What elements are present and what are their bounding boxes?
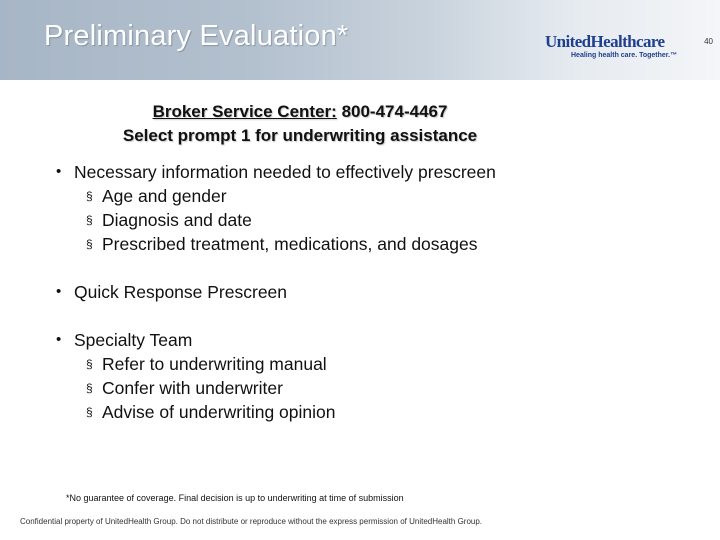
- sub-bullet-item: [56, 376, 696, 400]
- logo-tagline: Healing health care. Together.™: [571, 52, 678, 59]
- sub-bullet-item: [56, 400, 696, 424]
- sub-bullet-item: [56, 232, 696, 256]
- sub-bullet-icon: §: [86, 405, 93, 419]
- sub-bullet-item: [56, 352, 696, 376]
- bullet-text: Specialty Team: [74, 330, 193, 350]
- sub-bullet-text: Advise of underwriting opinion: [102, 402, 336, 422]
- bullet-item: [56, 280, 696, 304]
- sub-bullet-icon: §: [86, 237, 93, 251]
- bullet-icon: •: [56, 331, 62, 348]
- slide-title: Preliminary Evaluation*: [44, 20, 349, 52]
- sub-bullet-text: Diagnosis and date: [102, 210, 252, 230]
- sub-bullet-icon: §: [86, 357, 93, 371]
- sub-bullet-text: Refer to underwriting manual: [102, 354, 327, 374]
- broker-service-center: [0, 100, 600, 148]
- broker-colon: :: [331, 102, 337, 121]
- sub-bullet-item: [56, 184, 696, 208]
- coverage-footnote: *No guarantee of coverage. Final decision is up to underwriting at time of submission: [66, 493, 404, 503]
- sub-bullet-icon: §: [86, 381, 93, 395]
- sub-bullet-item: [56, 208, 696, 232]
- header-band: [0, 0, 720, 80]
- spacer: [56, 304, 696, 328]
- bullet-item: [56, 328, 696, 352]
- sub-bullet-icon: §: [86, 213, 93, 227]
- sub-bullet-text: Confer with underwriter: [102, 378, 283, 398]
- bullet-text: Necessary information needed to effectively prescreen: [74, 162, 496, 182]
- bullet-icon: •: [56, 163, 62, 180]
- broker-line: [0, 100, 600, 124]
- sub-bullet-text: Age and gender: [102, 186, 227, 206]
- bullet-list: [56, 160, 696, 424]
- broker-phone: 800-474-4467: [341, 102, 448, 121]
- confidentiality-notice: Confidential property of UnitedHealth Group. Do not distribute or reproduce without the express permission of UnitedHealth Group.: [20, 517, 483, 526]
- page-number: 40: [704, 37, 713, 46]
- spacer: [56, 256, 696, 280]
- bullet-item: [56, 160, 696, 184]
- sub-bullet-icon: §: [86, 189, 93, 203]
- bullet-text: Quick Response Prescreen: [74, 282, 288, 302]
- broker-prompt: Select prompt 1 for underwriting assistance: [122, 126, 478, 145]
- logo-wordmark: UnitedHealthcare: [545, 32, 665, 51]
- unitedhealthcare-logo: [545, 32, 685, 64]
- broker-label: Broker Service Center: [152, 102, 332, 121]
- bullet-icon: •: [56, 283, 62, 300]
- sub-bullet-text: Prescribed treatment, medications, and dosages: [102, 234, 478, 254]
